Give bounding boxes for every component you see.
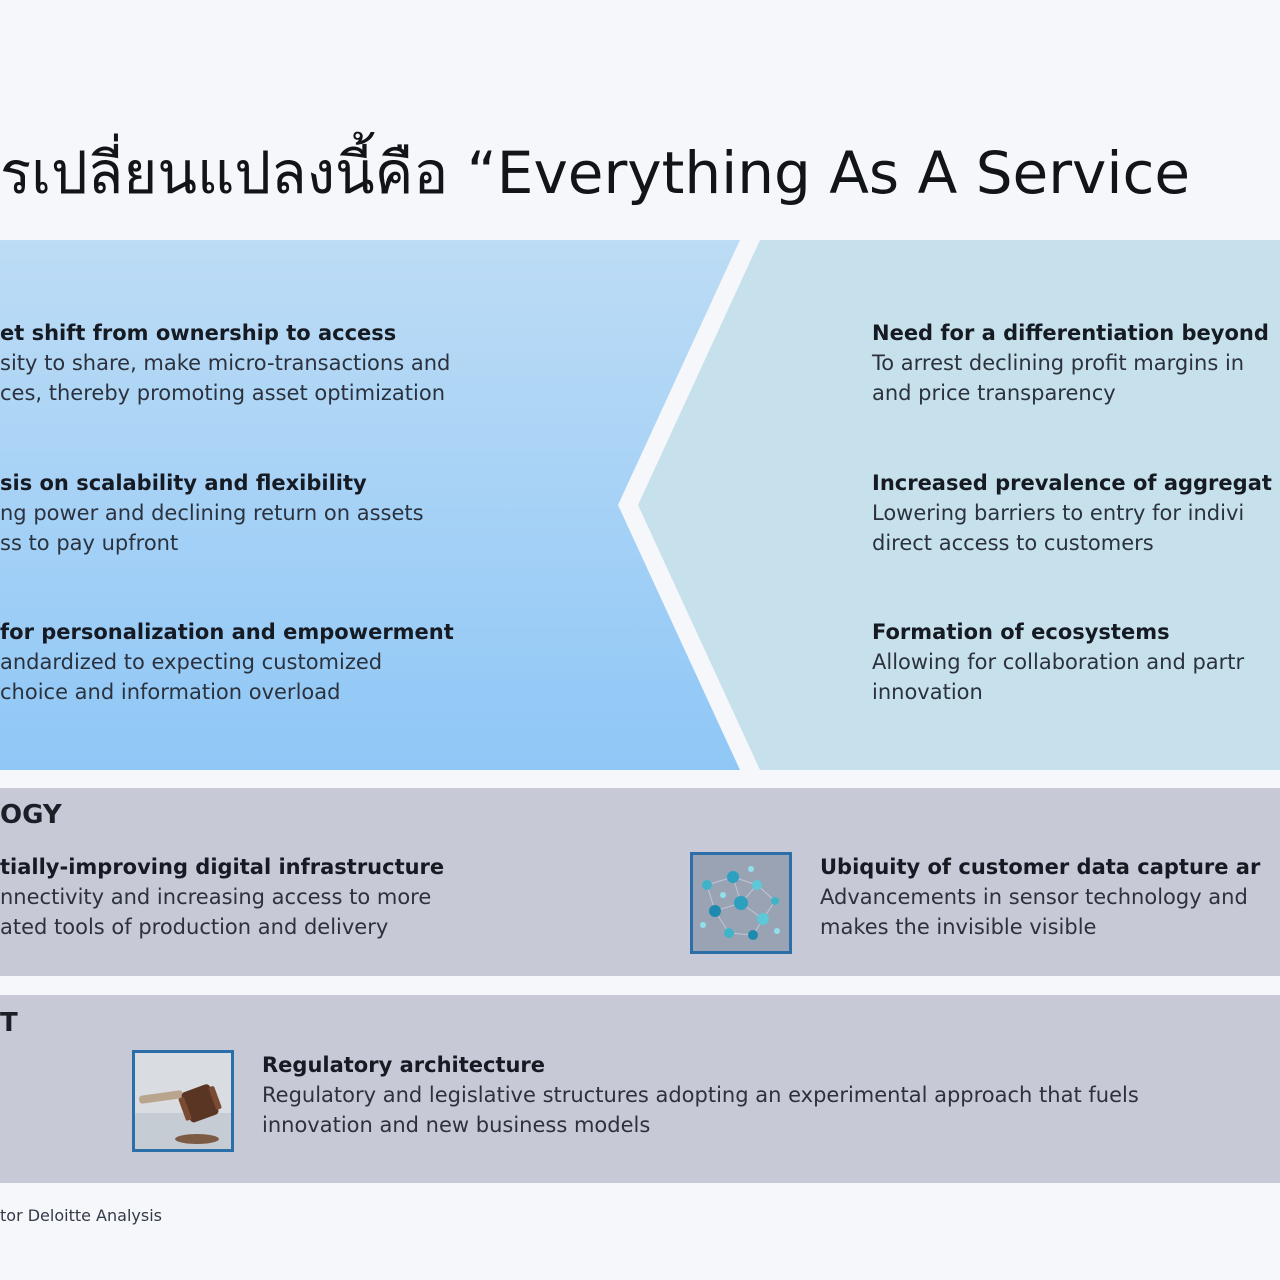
data-network-icon: [690, 852, 792, 954]
right-item-line: direct access to customers: [872, 531, 1154, 555]
right-item-1: [872, 318, 1269, 408]
source-note: tor Deloitte Analysis: [0, 1206, 162, 1225]
right-item-line: To arrest declining profit margins in: [872, 351, 1245, 375]
technology-item-line: makes the invisible visible: [820, 915, 1097, 939]
technology-item-heading: tially-improving digital infrastructure: [0, 855, 445, 879]
left-item-line: ss to pay upfront: [0, 531, 179, 555]
right-item-line: innovation: [872, 680, 983, 704]
left-item-line: ng power and declining return on assets: [0, 501, 424, 525]
left-item-1: [0, 318, 450, 408]
left-item-heading: sis on scalability and flexibility: [0, 471, 367, 495]
technology-item-line: ated tools of production and delivery: [0, 915, 389, 939]
right-item-heading: Formation of ecosystems: [872, 620, 1170, 644]
left-item-line: choice and information overload: [0, 680, 341, 704]
right-item-line: and price transparency: [872, 381, 1116, 405]
environment-item-line: innovation and new business models: [262, 1113, 651, 1137]
left-item-heading: for personalization and empowerment: [0, 620, 454, 644]
right-item-3: [872, 617, 1244, 707]
left-item-line: andardized to expecting customized: [0, 650, 383, 674]
left-item-3: [0, 617, 454, 707]
environment-label: T: [0, 1008, 18, 1038]
technology-item-left: [0, 852, 444, 942]
slide-title: รเปลี่ยนแปลงนี้คือ “Everything As A Service: [0, 139, 1191, 207]
left-item-line: sity to share, make micro-transactions and: [0, 351, 451, 375]
environment-item: [262, 1050, 1139, 1140]
technology-label: OGY: [0, 800, 62, 830]
technology-item-right: [820, 852, 1260, 942]
right-item-line: Lowering barriers to entry for indivi: [872, 501, 1245, 525]
left-item-2: [0, 468, 424, 558]
environment-item-heading: Regulatory architecture: [262, 1053, 546, 1077]
left-item-line: ces, thereby promoting asset optimization: [0, 381, 446, 405]
environment-item-line: Regulatory and legislative structures adopting an experimental approach that fuels: [262, 1083, 1139, 1107]
right-item-heading: Increased prevalence of aggregat: [872, 471, 1272, 495]
right-item-2: [872, 468, 1272, 558]
right-item-heading: Need for a differentiation beyond: [872, 321, 1269, 345]
left-item-heading: et shift from ownership to access: [0, 321, 397, 345]
technology-item-heading: Ubiquity of customer data capture ar: [820, 855, 1261, 879]
gavel-icon: [132, 1050, 234, 1152]
right-item-line: Allowing for collaboration and partr: [872, 650, 1245, 674]
technology-item-line: Advancements in sensor technology and: [820, 885, 1248, 909]
technology-item-line: nnectivity and increasing access to more: [0, 885, 432, 909]
